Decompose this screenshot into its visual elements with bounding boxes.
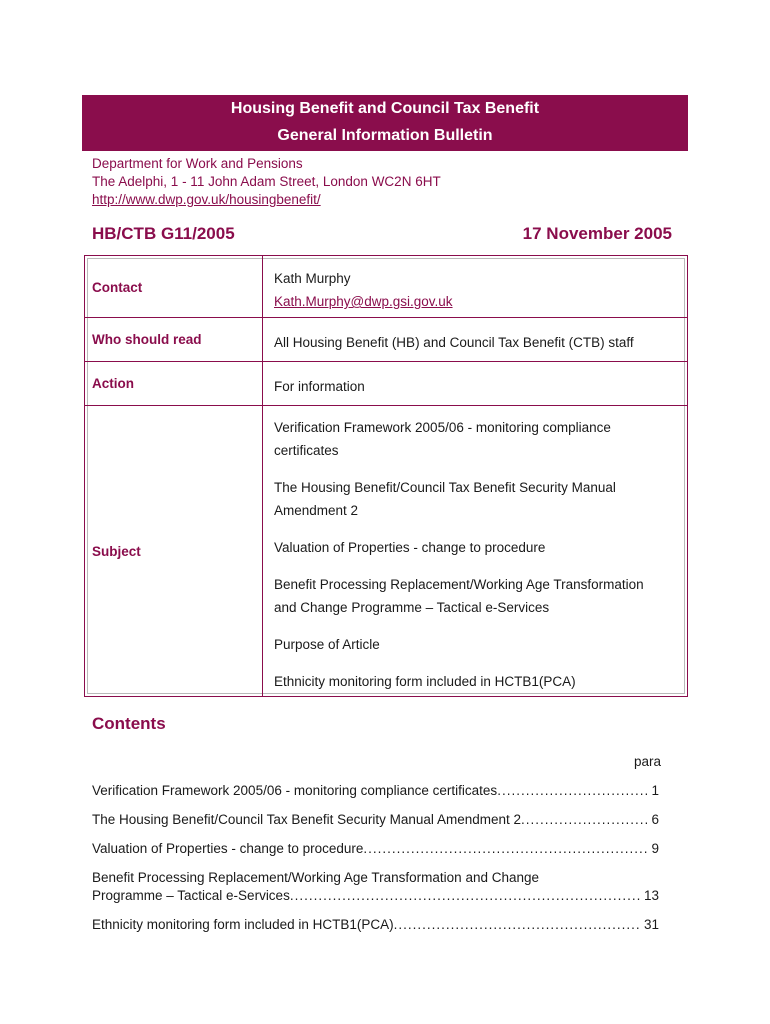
header-title-line2: General Information Bulletin <box>277 127 493 144</box>
who-should-read-label: Who should read <box>92 332 202 347</box>
column-divider <box>262 256 263 696</box>
row-divider <box>85 361 687 362</box>
toc-entry-para: 31 <box>643 917 659 932</box>
toc-leader-dots <box>394 916 641 934</box>
subject-item-line: Amendment 2 <box>274 503 359 518</box>
contact-email-link[interactable]: Kath.Murphy@dwp.gsi.gov.uk <box>274 294 453 309</box>
subject-item-line: and Change Programme – Tactical e-Services <box>274 600 550 615</box>
toc-entry[interactable] <box>92 840 659 858</box>
toc-entry-title: Programme – Tactical e-Services <box>92 888 290 903</box>
subject-item <box>274 416 611 462</box>
department-url-link[interactable]: http://www.dwp.gov.uk/housingbenefit/ <box>92 192 321 207</box>
subject-item: Purpose of Article <box>274 637 380 652</box>
header-title-line1: Housing Benefit and Council Tax Benefit <box>230 100 540 117</box>
subject-item-line: The Housing Benefit/Council Tax Benefit Security Manual <box>274 480 616 495</box>
toc-entry-para: 1 <box>651 783 659 798</box>
toc-entry-title: Ethnicity monitoring form included in HCTB1(PCA) <box>92 917 394 932</box>
who-should-read-value: All Housing Benefit (HB) and Council Tax Benefit (CTB) staff <box>274 335 634 350</box>
toc-entry-title: The Housing Benefit/Council Tax Benefit Security Manual Amendment 2 <box>92 812 521 827</box>
subject-label: Subject <box>92 544 141 559</box>
toc-entry[interactable] <box>92 811 659 829</box>
toc-leader-dots <box>497 782 648 800</box>
contact-label: Contact <box>92 280 143 295</box>
subject-item <box>274 476 616 522</box>
subject-item: Valuation of Properties - change to procedure <box>274 540 546 555</box>
toc-entry-title-line1: Benefit Processing Replacement/Working Age Transformation and Change <box>92 870 540 885</box>
subject-item-line: Benefit Processing Replacement/Working Age Transformation <box>274 577 644 592</box>
row-divider <box>85 317 687 318</box>
toc-entry[interactable] <box>92 916 659 934</box>
subject-item: Ethnicity monitoring form included in HCTB1(PCA) <box>274 674 576 689</box>
action-value: For information <box>274 379 365 394</box>
bulletin-reference: HB/CTB G11/2005 <box>92 224 235 243</box>
toc-entry[interactable] <box>92 782 659 800</box>
toc-entry-title: Verification Framework 2005/06 - monitoring compliance certificates <box>92 783 498 798</box>
department-name: Department for Work and Pensions <box>92 156 303 171</box>
department-block <box>92 155 441 209</box>
department-address: The Adelphi, 1 - 11 John Adam Street, London WC2N 6HT <box>92 174 441 189</box>
bulletin-date: 17 November 2005 <box>522 224 672 243</box>
subject-item-line: Verification Framework 2005/06 - monitoring compliance <box>274 420 611 435</box>
subject-item-line: certificates <box>274 443 339 458</box>
toc-entry-para: 6 <box>651 812 659 827</box>
subject-item <box>274 573 644 619</box>
toc-entry[interactable] <box>92 869 659 905</box>
para-column-label: para <box>633 754 661 769</box>
toc-leader-dots <box>290 887 641 905</box>
contents-heading: Contents <box>92 714 166 733</box>
toc-entry-para: 9 <box>651 841 659 856</box>
toc-entry-title: Valuation of Properties - change to procedure <box>92 841 364 856</box>
toc-leader-dots <box>363 840 648 858</box>
contact-name: Kath Murphy <box>274 271 351 286</box>
toc-entry-para: 13 <box>643 888 659 903</box>
row-divider <box>85 405 687 406</box>
toc-leader-dots <box>521 811 648 829</box>
action-label: Action <box>92 376 134 391</box>
bulletin-header-banner <box>82 95 688 151</box>
